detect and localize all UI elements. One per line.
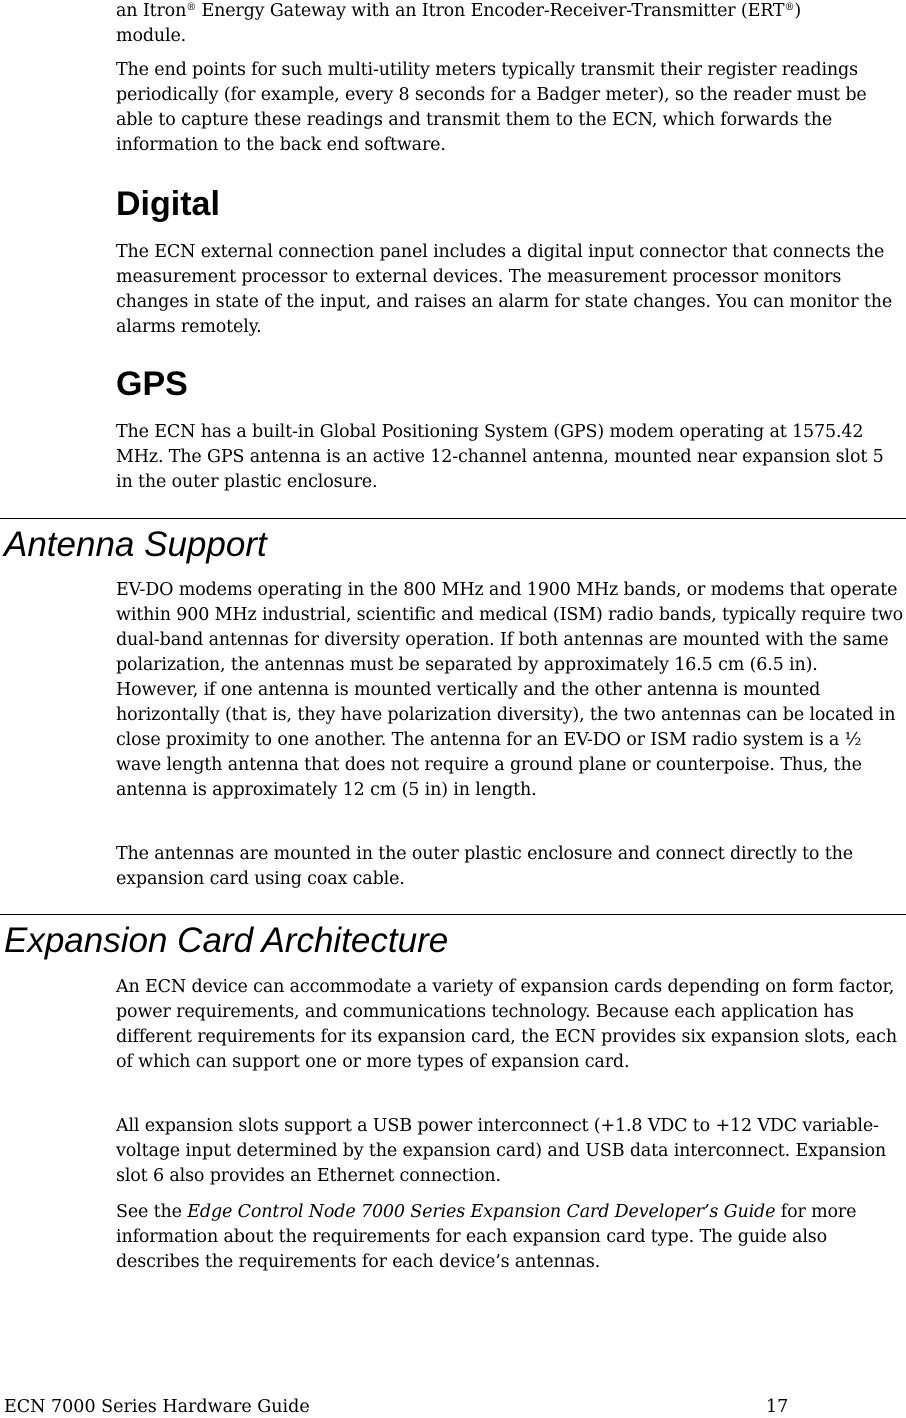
intro-text-c: ) — [794, 1, 801, 21]
section-divider — [0, 914, 906, 915]
registered-mark: ® — [186, 2, 197, 13]
expansion-para1: An ECN device can accommodate a variety of expansion cards depending on form factor, power requirements, and communications technology. Because each application has different requirements for its expansion card, the ECN provides six expansion slots, each of which can support one or more types of expansion card. — [116, 977, 897, 1072]
antenna-support-heading: Antenna Support — [4, 525, 267, 564]
gps-body: The ECN has a built-in Global Positioning System (GPS) modem operating at 1575.42 MHz. The GPS antenna is an active 12-channel antenna, mounted near expansion slot 5 in the outer plastic enclosure. — [116, 422, 884, 492]
expansion-para3 — [116, 1200, 904, 1275]
page-number: 17 — [766, 1397, 789, 1417]
expansion-para2: All expansion slots support a USB power interconnect (+1.8 VDC to +12 VDC variable-voltage input determined by the expansion card) and USB data interconnect. Expansion slot 6 also provides an Ethernet connection. — [116, 1116, 887, 1186]
intro-text-b: Energy Gateway with an Itron Encoder-Receiver-Transmitter (ERT — [196, 1, 785, 21]
gps-heading: GPS — [116, 365, 188, 403]
digital-body: The ECN external connection panel includes a digital input connector that connects the measurement processor to external devices. The measurement processor monitors changes in state of the input, and raises an alarm for state changes. You can monitor the alarms remotely. — [116, 242, 893, 337]
intro-continuation — [116, 0, 904, 49]
expansion-para3-rest: for more information about the requirements for each expansion card type. The guide also describes the requirements for each device’s antennas. — [116, 1202, 857, 1272]
footer-title: ECN 7000 Series Hardware Guide — [4, 1397, 310, 1417]
expansion-card-heading: Expansion Card Architecture — [4, 921, 449, 960]
expansion-para3-lead: See the — [116, 1202, 188, 1222]
intro-text-d: module. — [116, 26, 187, 46]
digital-heading: Digital — [116, 185, 220, 223]
intro-paragraph: The end points for such multi-utility meters typically transmit their register readings periodically (for example, every 8 seconds for a Badger meter), so the reader must be able to capture these readings and transmit them to the ECN, which forwards the information to the back end software. — [116, 60, 867, 155]
registered-mark: ® — [784, 2, 795, 13]
developer-guide-title: Edge Control Node 7000 Series Expansion Card Developer’s Guide — [187, 1202, 776, 1222]
antenna-support-para2: The antennas are mounted in the outer plastic enclosure and connect directly to the expansion card using coax cable. — [116, 844, 853, 889]
antenna-support-para1: EV-DO modems operating in the 800 MHz and 1900 MHz bands, or modems that operate within 900 MHz industrial, scientific and medical (ISM) radio bands, typically require two dual-band antennas for diversity operation. If both antennas are mounted with the same polarization, the antennas must be separated by approximately 16.5 cm (6.5 in). However, if one antenna is mounted vertically and the other antenna is mounted horizontally (that is, they have polarization diversity), the two antennas can be located in close proximity to one another. The antenna for an EV-DO or ISM radio system is a ½ wave length antenna that does not require a ground plane or counterpoise. Thus, the antenna is approximately 12 cm (5 in) in length. — [116, 580, 904, 800]
section-divider — [0, 518, 906, 519]
intro-text-a: an Itron — [116, 1, 187, 21]
